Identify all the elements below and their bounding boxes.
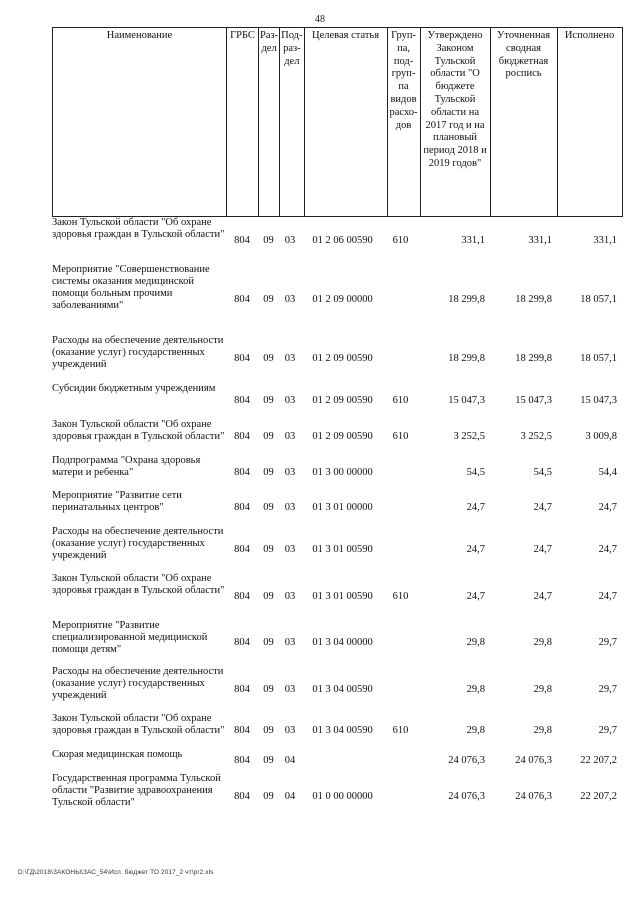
cell-executed: 22 207,2 (580, 755, 617, 767)
cell-podrazdel: 03 (284, 466, 296, 478)
cell-executed: 18 057,1 (580, 353, 617, 365)
cell-approved: 24,7 (466, 502, 485, 514)
cell-grbs: 804 (234, 353, 250, 365)
cell-approved: 18 299,8 (448, 293, 485, 305)
cell-grbs: 804 (234, 395, 250, 407)
cell-name: Субсидии бюджетным учреждениям (52, 383, 216, 394)
cell-revised: 18 299,8 (515, 353, 552, 365)
cell-podrazdel: 03 (284, 431, 296, 443)
cell-podrazdel: 03 (284, 543, 296, 555)
cell-executed: 18 057,1 (580, 293, 617, 305)
cell-vid: 610 (392, 234, 409, 246)
cell-razdel: 09 (263, 293, 274, 305)
table-row (52, 264, 619, 335)
cell-razdel: 09 (263, 755, 274, 767)
cell-vid (384, 264, 417, 335)
cell-razdel: 09 (263, 431, 274, 443)
cell-vid (384, 666, 417, 713)
cell-executed: 24,7 (598, 502, 617, 514)
cell-grbs: 804 (234, 502, 250, 514)
cell-approved: 24 076,3 (448, 790, 485, 802)
cell-approved: 24,7 (466, 543, 485, 555)
cell-statya: 01 3 01 00590 (312, 543, 373, 555)
table-row (52, 573, 619, 620)
cell-revised: 54,5 (533, 466, 552, 478)
col-header-podrazdel: Под-раз-дел (280, 28, 304, 217)
cell-statya: 01 3 04 00590 (312, 725, 373, 737)
cell-executed: 3 009,8 (585, 431, 617, 443)
cell-razdel: 09 (263, 395, 274, 407)
cell-grbs: 804 (234, 431, 250, 443)
cell-vid: 610 (392, 431, 409, 443)
table-row (52, 490, 619, 526)
cell-razdel: 09 (263, 502, 274, 514)
cell-grbs: 804 (234, 293, 250, 305)
cell-revised: 3 252,5 (520, 431, 552, 443)
cell-revised: 18 299,8 (515, 293, 552, 305)
cell-revised: 331,1 (528, 234, 552, 246)
cell-name: Мероприятие "Развитие специализированной медицинской помощи детям" (52, 620, 208, 655)
budget-table (52, 217, 619, 820)
cell-vid (384, 455, 417, 490)
col-header-name: Наименование (53, 28, 227, 217)
cell-approved: 29,8 (466, 637, 485, 649)
cell-podrazdel: 03 (284, 234, 296, 246)
cell-name: Государственная программа Тульской области "Развитие здравоохранения Тульской области" (52, 773, 221, 808)
col-header-executed: Исполнено (557, 28, 622, 217)
cell-podrazdel: 04 (284, 755, 296, 767)
page-number: 48 (315, 14, 325, 25)
cell-approved: 3 252,5 (453, 431, 485, 443)
col-header-grbs: ГРБС (227, 28, 259, 217)
cell-approved: 54,5 (466, 466, 485, 478)
cell-executed: 29,7 (598, 725, 617, 737)
cell-razdel: 09 (263, 590, 274, 602)
cell-name: Закон Тульской области "Об охране здоровья граждан в Тульской области" (52, 713, 225, 736)
table-row (52, 419, 619, 455)
cell-executed: 24,7 (598, 543, 617, 555)
cell-podrazdel: 04 (284, 790, 296, 802)
cell-executed: 331,1 (593, 234, 617, 246)
cell-revised: 24 076,3 (515, 755, 552, 767)
cell-executed: 54,4 (598, 466, 617, 478)
cell-podrazdel: 03 (284, 725, 296, 737)
cell-vid (384, 526, 417, 573)
cell-razdel: 09 (263, 637, 274, 649)
cell-statya: 01 2 09 00590 (312, 395, 373, 407)
cell-approved: 15 047,3 (448, 395, 485, 407)
cell-razdel: 09 (263, 790, 274, 802)
cell-grbs: 804 (234, 790, 250, 802)
cell-razdel: 09 (263, 725, 274, 737)
table-row (52, 455, 619, 490)
cell-statya: 01 3 00 00000 (312, 466, 373, 478)
cell-grbs: 804 (234, 637, 250, 649)
cell-vid: 610 (392, 725, 409, 737)
cell-revised: 29,8 (533, 637, 552, 649)
cell-razdel: 09 (263, 466, 274, 478)
cell-revised: 15 047,3 (515, 395, 552, 407)
cell-statya: 01 3 01 00590 (312, 590, 373, 602)
cell-name: Расходы на обеспечение деятельности (оказание услуг) государственных учреждений (52, 335, 224, 370)
cell-vid (384, 773, 417, 820)
cell-approved: 24,7 (466, 590, 485, 602)
table-row (52, 217, 619, 264)
cell-grbs: 804 (234, 683, 250, 695)
cell-approved: 331,1 (461, 234, 485, 246)
table-row (52, 335, 619, 383)
cell-revised: 24 076,3 (515, 790, 552, 802)
cell-name: Расходы на обеспечение деятельности (оказание услуг) государственных учреждений (52, 666, 224, 701)
cell-name: Закон Тульской области "Об охране здоровья граждан в Тульской области" (52, 419, 225, 442)
col-header-vid: Груп-па, под-груп-па видов расхо-дов (387, 28, 420, 217)
cell-statya (301, 749, 384, 773)
cell-statya: 01 3 04 00590 (312, 683, 373, 695)
col-header-approved: Утверждено Законом Тульской области "О бюджете Тульской области на 2017 год и на плановый период 2018 и 2019 годов" (420, 28, 490, 217)
cell-name: Скорая медицинская помощь (52, 749, 183, 760)
table-header (52, 27, 623, 217)
cell-name: Мероприятие "Развитие сети перинатальных центров" (52, 490, 182, 513)
cell-podrazdel: 03 (284, 502, 296, 514)
cell-statya: 01 2 09 00000 (312, 293, 373, 305)
cell-statya: 01 2 09 00590 (312, 431, 373, 443)
cell-podrazdel: 03 (284, 683, 296, 695)
cell-vid: 610 (392, 590, 409, 602)
cell-name: Расходы на обеспечение деятельности (оказание услуг) государственных учреждений (52, 526, 224, 561)
cell-statya: 01 2 06 00590 (312, 234, 373, 246)
cell-grbs: 804 (234, 543, 250, 555)
cell-vid (384, 490, 417, 526)
table-row (52, 526, 619, 573)
cell-razdel: 09 (263, 683, 274, 695)
cell-razdel: 09 (263, 234, 274, 246)
cell-podrazdel: 03 (284, 293, 296, 305)
cell-podrazdel: 03 (284, 590, 296, 602)
table-row (52, 749, 619, 773)
col-header-razdel: Раз-дел (259, 28, 280, 217)
cell-name: Мероприятие "Совершенствование системы оказания медицинской помощи больным прочими заболеваниями" (52, 264, 210, 311)
cell-vid: 610 (392, 395, 409, 407)
cell-revised: 24,7 (533, 590, 552, 602)
cell-approved: 24 076,3 (448, 755, 485, 767)
col-header-revised: Уточненная сводная бюджетная роспись (490, 28, 557, 217)
cell-razdel: 09 (263, 543, 274, 555)
cell-statya: 01 3 04 00000 (312, 637, 373, 649)
table-row (52, 666, 619, 713)
cell-executed: 22 207,2 (580, 790, 617, 802)
cell-name: Подпрограмма "Охрана здоровья матери и ребенка" (52, 455, 201, 478)
cell-revised: 29,8 (533, 725, 552, 737)
cell-vid (384, 335, 417, 383)
cell-statya: 01 2 09 00590 (312, 353, 373, 365)
table-row (52, 773, 619, 820)
cell-name: Закон Тульской области "Об охране здоровья граждан в Тульской области" (52, 573, 225, 596)
cell-approved: 29,8 (466, 725, 485, 737)
cell-revised: 24,7 (533, 543, 552, 555)
cell-grbs: 804 (234, 755, 250, 767)
cell-podrazdel: 03 (284, 353, 296, 365)
cell-grbs: 804 (234, 590, 250, 602)
cell-name: Закон Тульской области "Об охране здоровья граждан в Тульской области" (52, 217, 225, 240)
cell-vid (384, 620, 417, 666)
cell-revised: 29,8 (533, 683, 552, 695)
table-row (52, 620, 619, 666)
footer-file-path: D:\ГД\2018\ЗАКОНЫ\ЗАС_54\Исп. бюджет ТО 2017_2 чт\pr2.xls (18, 869, 214, 876)
table-row (52, 713, 619, 749)
table-row (52, 383, 619, 419)
cell-grbs: 804 (234, 466, 250, 478)
header-row (53, 28, 623, 217)
cell-revised: 24,7 (533, 502, 552, 514)
cell-podrazdel: 03 (284, 637, 296, 649)
cell-executed: 15 047,3 (580, 395, 617, 407)
cell-vid (384, 749, 417, 773)
cell-grbs: 804 (234, 725, 250, 737)
cell-razdel: 09 (263, 353, 274, 365)
cell-statya: 01 3 01 00000 (312, 502, 373, 514)
cell-approved: 18 299,8 (448, 353, 485, 365)
cell-executed: 29,7 (598, 637, 617, 649)
cell-podrazdel: 03 (284, 395, 296, 407)
cell-executed: 29,7 (598, 683, 617, 695)
cell-grbs: 804 (234, 234, 250, 246)
cell-executed: 24,7 (598, 590, 617, 602)
col-header-statya: Целевая статья (304, 28, 387, 217)
cell-approved: 29,8 (466, 683, 485, 695)
cell-statya: 01 0 00 00000 (312, 790, 373, 802)
